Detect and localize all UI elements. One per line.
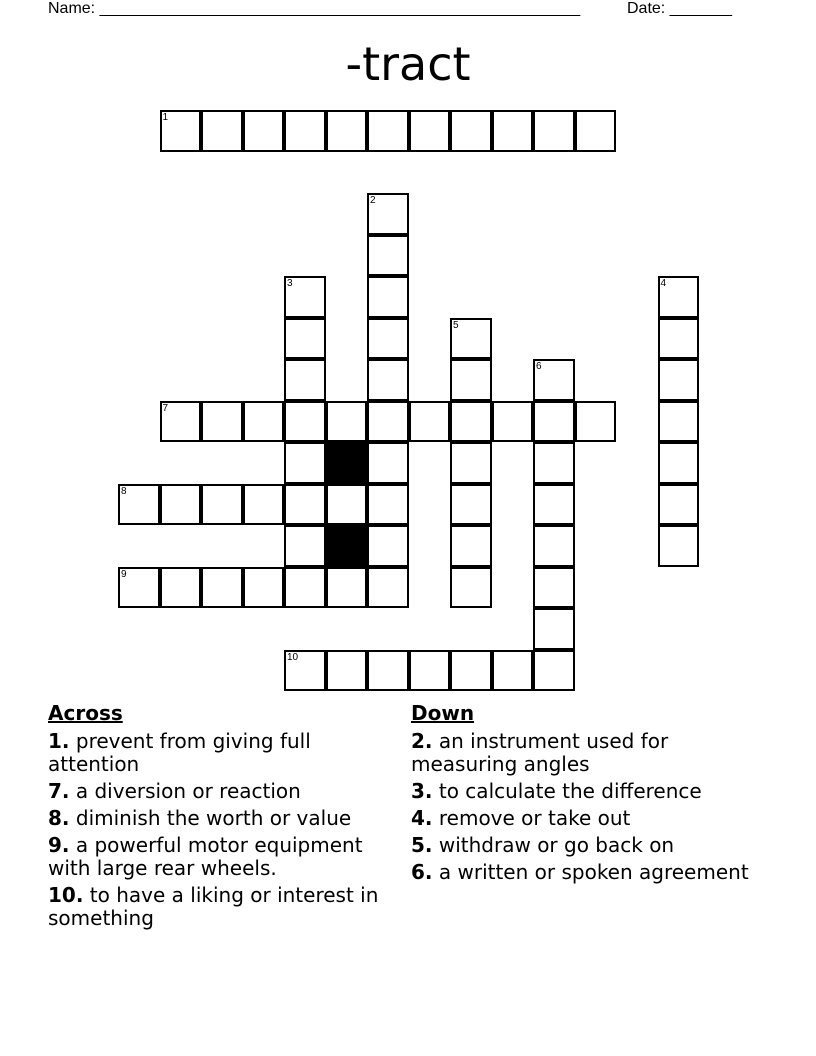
crossword-cell[interactable] (367, 442, 409, 484)
crossword-cell[interactable] (450, 484, 492, 526)
clue-across-9 (48, 834, 393, 880)
clue-number: 7. (48, 779, 70, 803)
crossword-cell[interactable] (284, 318, 326, 360)
clue-number: 9. (48, 833, 70, 857)
clue-number: 2. (411, 729, 433, 753)
crossword-cell[interactable] (284, 110, 326, 152)
page-title: -tract (345, 37, 471, 91)
crossword-cell[interactable] (658, 442, 700, 484)
clue-number: 6. (411, 860, 433, 884)
crossword-cell[interactable] (160, 484, 202, 526)
crossword-cell[interactable] (367, 567, 409, 609)
clue-number: 4. (411, 806, 433, 830)
clue-text: prevent from giving full attention (48, 729, 311, 776)
crossword-cell[interactable] (533, 110, 575, 152)
clue-number: 10. (48, 883, 84, 907)
crossword-cell[interactable] (284, 484, 326, 526)
crossword-cell[interactable] (492, 110, 534, 152)
crossword-cell[interactable] (160, 567, 202, 609)
crossword-cell[interactable] (533, 650, 575, 692)
cell-number: 2 (370, 195, 376, 206)
clue-text: to calculate the difference (438, 779, 702, 803)
crossword-cell[interactable] (118, 567, 160, 609)
crossword-cell[interactable] (533, 442, 575, 484)
cell-number: 6 (536, 361, 542, 372)
crossword-cell[interactable] (284, 401, 326, 443)
crossword-cell[interactable] (367, 359, 409, 401)
crossword-cell[interactable] (326, 650, 368, 692)
crossword-cell[interactable] (284, 276, 326, 318)
clue-across-8 (48, 807, 393, 830)
crossword-cell[interactable] (243, 484, 285, 526)
crossword-cell[interactable] (284, 525, 326, 567)
crossword-cell[interactable] (658, 318, 700, 360)
crossword-cell[interactable] (450, 401, 492, 443)
clue-down-5 (411, 834, 771, 857)
across-clues (48, 702, 393, 934)
cell-number: 1 (162, 112, 169, 123)
crossword-cell[interactable] (658, 525, 700, 567)
crossword-cell[interactable] (658, 484, 700, 526)
crossword-cell[interactable] (367, 650, 409, 692)
cell-number: 10 (287, 651, 299, 663)
crossword-cell[interactable] (492, 401, 534, 443)
crossword-cell[interactable] (658, 359, 700, 401)
clue-text: to have a liking or interest in something (48, 883, 379, 930)
date-field-label: Date: _______ (627, 0, 732, 17)
crossword-cell[interactable] (367, 484, 409, 526)
crossword-cell[interactable] (450, 110, 492, 152)
crossword-cell[interactable] (450, 442, 492, 484)
crossword-cell[interactable] (533, 567, 575, 609)
crossword-cell[interactable] (367, 401, 409, 443)
crossword-cell[interactable] (367, 525, 409, 567)
cell-number: 9 (121, 568, 127, 580)
crossword-cell[interactable] (450, 567, 492, 609)
crossword-block (326, 442, 368, 484)
down-clues (411, 702, 771, 888)
crossword-cell[interactable] (243, 567, 285, 609)
crossword-cell[interactable] (326, 401, 368, 443)
crossword-cell[interactable] (326, 567, 368, 609)
crossword-cell[interactable] (409, 401, 451, 443)
clue-text: withdraw or go back on (438, 833, 675, 857)
cell-number: 7 (162, 402, 169, 414)
crossword-cell[interactable] (367, 235, 409, 277)
crossword-cell[interactable] (367, 276, 409, 318)
crossword-cell[interactable] (658, 401, 700, 443)
clue-number: 8. (48, 806, 70, 830)
clue-number: 1. (48, 729, 70, 753)
clue-across-1 (48, 730, 393, 776)
crossword-cell[interactable] (243, 110, 285, 152)
crossword-cell[interactable] (492, 650, 534, 692)
crossword-block (326, 525, 368, 567)
down-heading: Down (411, 701, 475, 725)
clue-number: 3. (411, 779, 433, 803)
crossword-cell[interactable] (533, 525, 575, 567)
crossword-cell[interactable] (450, 650, 492, 692)
crossword-cell[interactable] (367, 110, 409, 152)
clue-across-10 (48, 884, 393, 930)
crossword-cell[interactable] (201, 484, 243, 526)
clue-number: 5. (411, 833, 433, 857)
crossword-cell[interactable] (118, 484, 160, 526)
cell-number: 5 (453, 319, 459, 331)
clue-down-4 (411, 807, 771, 830)
clue-text: remove or take out (438, 806, 631, 830)
crossword-cell[interactable] (201, 401, 243, 443)
crossword-cell[interactable] (450, 525, 492, 567)
across-heading: Across (48, 701, 123, 725)
crossword-cell[interactable] (284, 567, 326, 609)
crossword-cell[interactable] (201, 567, 243, 609)
clue-text: an instrument used for measuring angles (411, 729, 669, 776)
crossword-cell[interactable] (575, 110, 617, 152)
clue-down-3 (411, 780, 771, 803)
cell-number: 8 (121, 485, 127, 497)
crossword-cell[interactable] (533, 484, 575, 526)
clue-text: diminish the worth or value (75, 806, 352, 830)
crossword-cell[interactable] (450, 318, 492, 360)
crossword-cell[interactable] (284, 442, 326, 484)
name-field-label: Name: ______________________________________________________ (48, 0, 581, 17)
crossword-cell[interactable] (243, 401, 285, 443)
crossword-cell[interactable] (201, 110, 243, 152)
crossword-cell[interactable] (409, 650, 451, 692)
crossword-cell[interactable] (326, 110, 368, 152)
crossword-cell[interactable] (284, 359, 326, 401)
cell-number: 4 (660, 278, 667, 289)
crossword-cell[interactable] (284, 650, 326, 692)
crossword-cell[interactable] (160, 110, 202, 152)
cell-number: 3 (287, 278, 293, 289)
crossword-cell[interactable] (450, 359, 492, 401)
clue-text: a written or spoken agreement (438, 860, 749, 884)
clue-down-6 (411, 861, 771, 884)
clue-text: a powerful motor equipment with large rear wheels. (48, 833, 363, 880)
clue-text: a diversion or reaction (75, 779, 301, 803)
crossword-cell[interactable] (409, 110, 451, 152)
crossword-cell[interactable] (658, 276, 700, 318)
crossword-cell[interactable] (533, 401, 575, 443)
crossword-cell[interactable] (575, 401, 617, 443)
crossword-cell[interactable] (326, 484, 368, 526)
clue-across-7 (48, 780, 393, 803)
clue-down-2 (411, 730, 771, 776)
crossword-cell[interactable] (160, 401, 202, 443)
crossword-cell[interactable] (533, 608, 575, 650)
crossword-cell[interactable] (367, 318, 409, 360)
crossword-cell[interactable] (367, 193, 409, 235)
crossword-cell[interactable] (533, 359, 575, 401)
